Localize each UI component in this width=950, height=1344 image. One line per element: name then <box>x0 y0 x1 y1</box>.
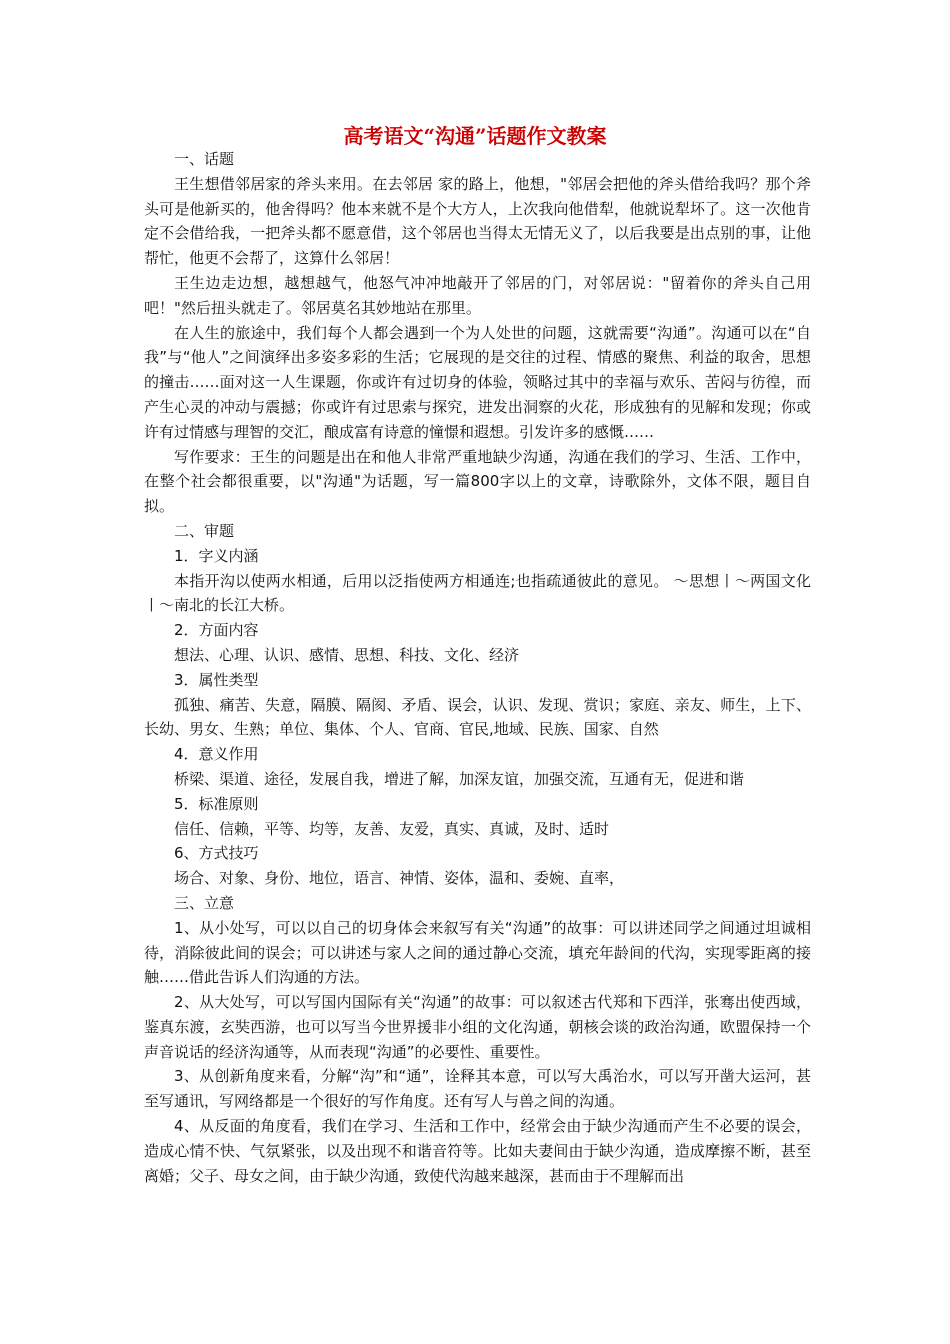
theme-paragraph-1: 1、从小处写，可以以自己的切身体会来叙写有关“沟通”的故事：可以讲述同学之间通过坦诚相待，消除彼此间的误会；可以讲述与家人之间的通过静心交流，填充年龄间的代沟，实现零距离的接触……借此告诉人们沟通的方法。 <box>144 918 811 987</box>
section-heading-analysis: 二、审题 <box>174 521 235 540</box>
story-paragraph-1: 王生想借邻居家的斧头来用。在去邻居 家的路上，他想，"邻居会把他的斧头借给我吗？那个斧头可是他新买的，他舍得吗？他本来就不是个大方人，上次我向他借犁，他就说犁坏了。这一次他肯定不会借给我，一把斧头都不愿意借，这个邻居也当得太无情无义了，以后我要是出点别的事，让他帮忙，他更不会帮了，这算什么邻居！ <box>144 174 811 268</box>
theme-paragraph-3: 3、从创新角度来看，分解“沟”和“通”，诠释其本意，可以写大禹治水，可以写开凿大运河，甚至写通讯，写网络都是一个很好的写作角度。还有写人与兽之间的沟通。 <box>144 1067 811 1111</box>
story-paragraph-2: 王生边走边想，越想越气，他怒气冲冲地敲开了邻居的门，对邻居说："留着你的斧头自己用吧！"然后扭头就走了。邻居莫名其妙地站在那里。 <box>144 273 811 317</box>
subheading-significance: 4．意义作用 <box>174 745 259 764</box>
writing-requirement-paragraph: 写作要求：王生的问题是出在和他人非常严重地缺少沟通，沟通在我们的学习、生活、工作中，在整个社会都很重要，以"沟通"为话题，写一篇800字以上的文章，诗歌除外，文体不限，题目自拟。 <box>144 447 811 516</box>
topic-intro-paragraph: 在人生的旅途中，我们每个人都会遇到一个为人处世的问题，这就需要“沟通”。沟通可以在“自我”与“他人”之间演绎出多姿多彩的生活；它展现的是交往的过程、情感的聚焦、利益的取舍，思想的撞击……面对这一人生课题，你或许有过切身的体验，领略过其中的幸福与欢乐、苦闷与彷徨，而产生心灵的冲动与震撼；你或许有过思索与探究，进发出洞察的火花，形成独有的见解和发现；你或许有过情感与理智的交汇，酿成富有诗意的憧憬和遐想。引发许多的感慨…… <box>144 323 811 441</box>
document-body <box>144 147 811 1188</box>
subheading-types: 3．属性类型 <box>174 670 259 689</box>
significance-text: 桥梁、渠道、途径，发展自我，增进了解，加深友谊，加强交流，互通有无，促进和谐 <box>174 769 745 788</box>
theme-paragraph-4: 4、从反面的角度看，我们在学习、生活和工作中，经常会由于缺少沟通而产生不必要的误会，造成心情不快、气氛紧张，以及出现不和谐音符等。比如夫妻间由于缺少沟通，造成摩擦不断，甚至离婚；父子、母女之间，由于缺少沟通，致使代沟越来越深，甚而由于不理解而出 <box>144 1117 811 1185</box>
methods-text: 场合、对象、身份、地位，语言、神情、姿体，温和、委婉、直率， <box>174 869 625 888</box>
subheading-principles: 5．标准原则 <box>174 794 259 813</box>
principles-text: 信任、信赖，平等、均等，友善、友爱，真实、真诚，及时、适时 <box>174 819 610 838</box>
aspects-text: 想法、心理、认识、感情、思想、科技、文化、经济 <box>174 645 520 664</box>
subheading-meaning: 1．字义内涵 <box>174 546 259 565</box>
section-heading-theme: 三、立意 <box>174 893 235 912</box>
types-text: 孤独、痛苦、失意，隔膜、隔阂、矛盾、误会，认识、发现、赏识；家庭、亲友、师生，上下、长幼、男女、生熟；单位、集体、个人、官商、官民,地域、民族、国家、自然 <box>144 695 811 739</box>
section-heading-topic: 一、话题 <box>174 150 235 168</box>
meaning-text: 本指开沟以使两水相通，后用以泛指使两方相通连;也指疏通彼此的意见。 ～思想丨～两国文化丨～南北的长江大桥。 <box>144 571 811 615</box>
subheading-aspects: 2．方面内容 <box>174 621 259 640</box>
document-title: 高考语文“沟通”话题作文教案 <box>343 124 607 148</box>
subheading-methods: 6、方式技巧 <box>174 844 259 863</box>
theme-paragraph-2: 2、从大处写，可以写国内国际有关“沟通”的故事：可以叙述古代郑和下西洋，张骞出使西域，鉴真东渡，玄奘西游，也可以写当今世界援非小组的文化沟通，朝核会谈的政治沟通，欧盟保持一个声音说话的经济沟通等，从而表现“沟通”的必要性、重要性。 <box>144 993 811 1061</box>
